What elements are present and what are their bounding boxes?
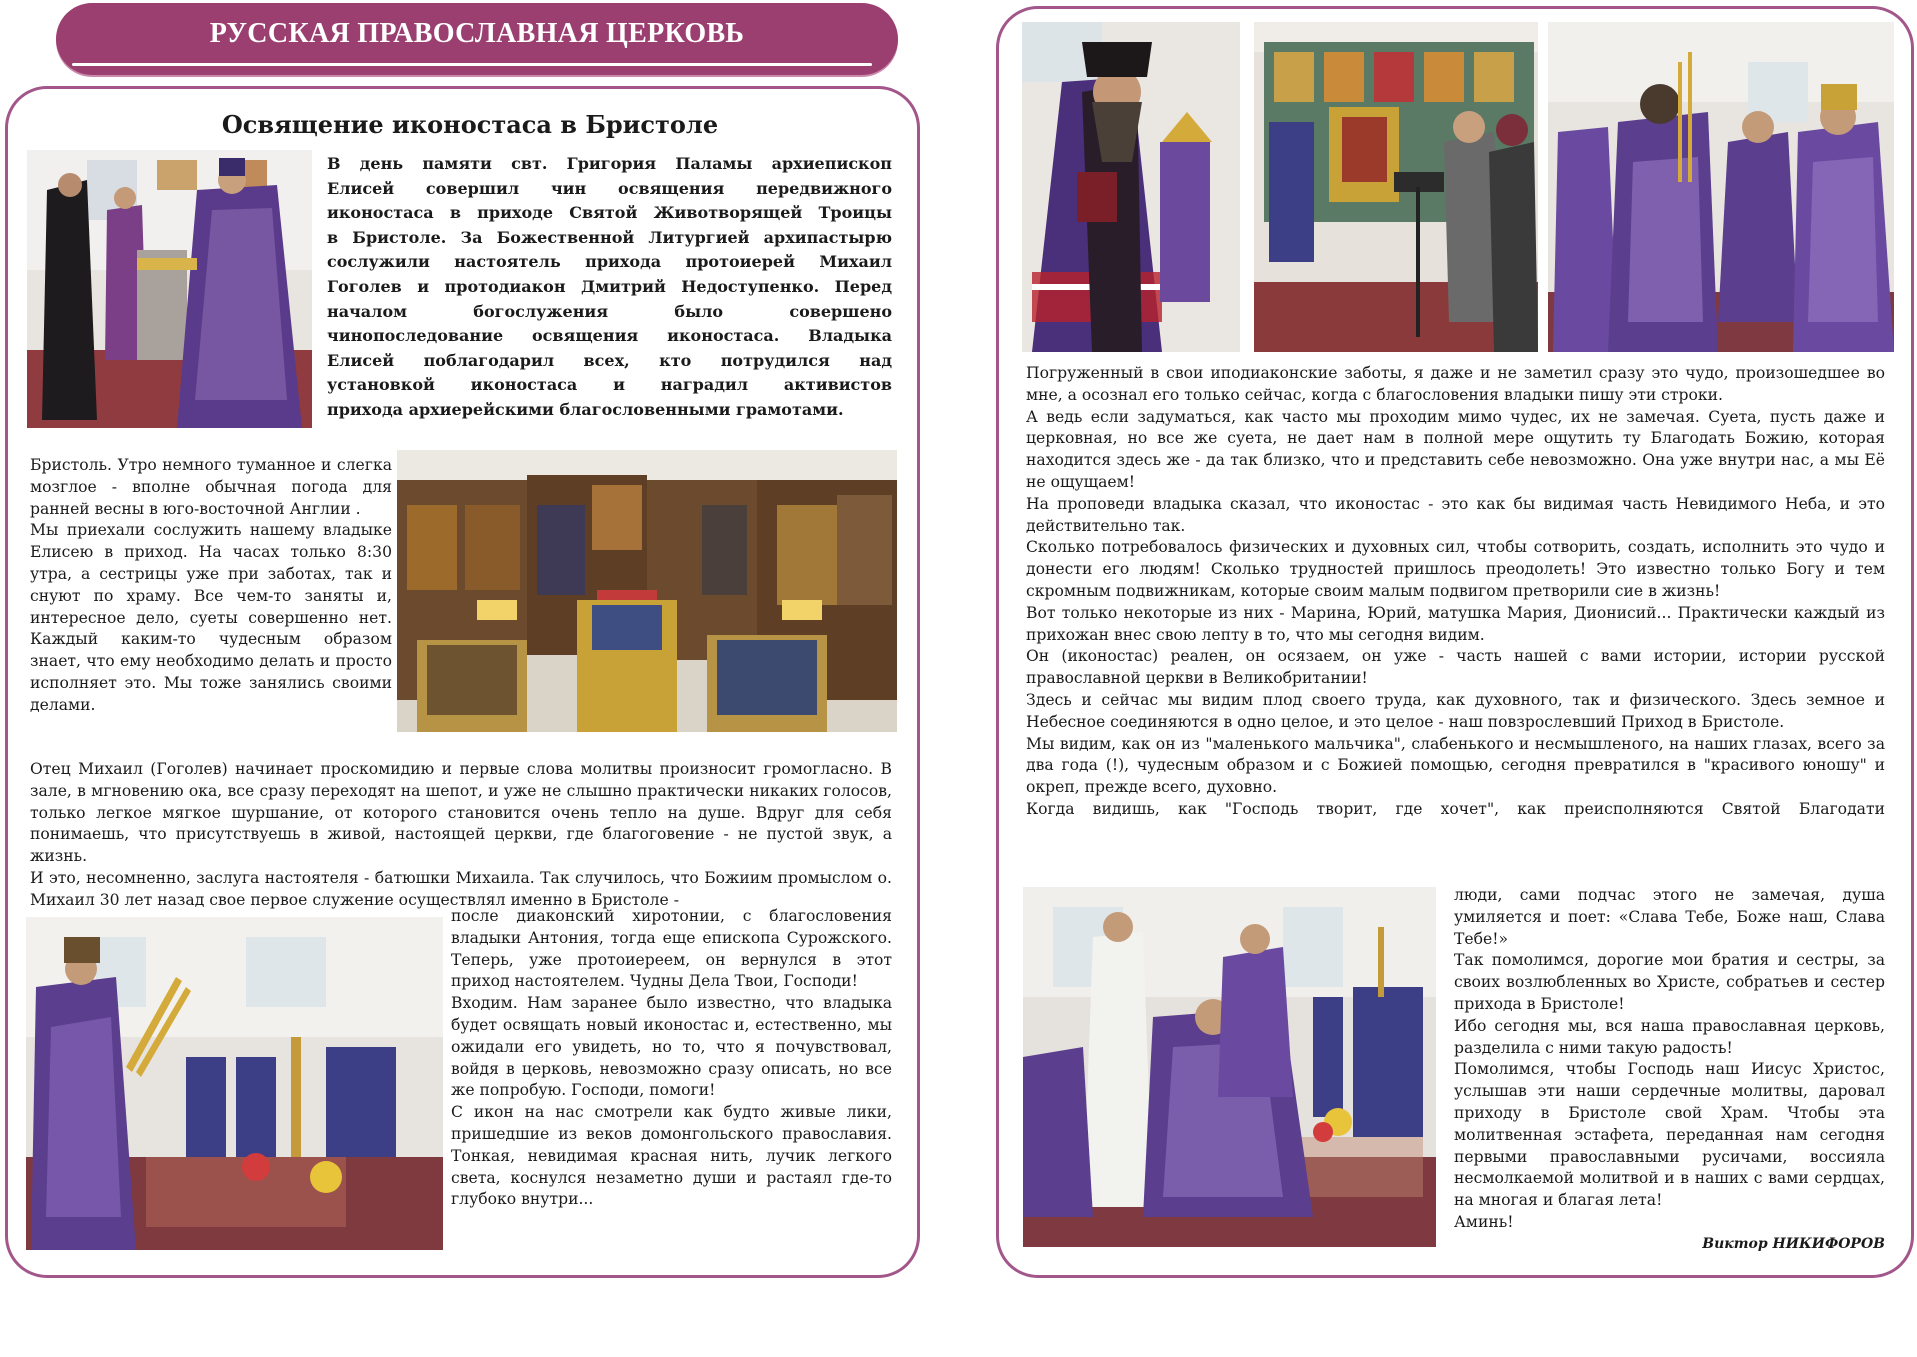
body-paragraph: С икон на нас смотрели как будто живые лики, пришедшие из веков домонгольского православия. Тонкая, невидимая красная нить, лучик легкого света, коснулся незаметно души и растаял где-то глубоко внутри...	[451, 1103, 892, 1209]
body-paragraph: Входим. Нам заранее было известно, что владыка будет освящать новый иконостас и, естественно, мы ожидали его увидеть, но то, что я почувствовал, войдя в церковь, невозможно сразу описать, но все же попробую. Господи, помоги!	[451, 994, 892, 1100]
body-paragraph: Мы видим, как он из "маленького мальчика", слабенького и несмышленого, на наших глазах, всего за два года (!), чудесным образом и с Божией помощью, сегодня превратился в "красивого юношу" и окреп, прежде всего, духовно.	[1026, 734, 1885, 797]
body-paragraph: Помолимся, чтобы Господь наш Иисус Христос, услышав эти наши сердечные молитвы, даровал приходу в Бристоле свой Храм. Чтобы эта молитвенная эстафета, переданная нам сегодня первыми православными русичами, воссияла несмолкаемой молитвой и в наших с вами сердцах, на многая и благая лета!	[1454, 1060, 1885, 1210]
body-paragraph: Бристоль. Утро немного туманное и слегка мозглое - вполне обычная погода для ранней весны в юго-восточной Англии .	[30, 456, 392, 518]
body-paragraph: Здесь и сейчас мы видим плод своего труда, как духовного, так и физического. Здесь земное и Небесное соединяются в одно целое, и это целое - наш повзрослевший Приход в Бристоле.	[1026, 690, 1885, 731]
banner-underline	[72, 63, 872, 66]
body-paragraph: Ибо сегодня мы, вся наша православная церковь, разделила с ними такую радость!	[1454, 1016, 1885, 1057]
body-paragraph: Отец Михаил (Гоголев) начинает проскомидию и первые слова молитвы произносит громогласно. В зале, в мгновению ока, все сразу переходят на шепот, и уже не слышно практически никаких голосов, только легкое мягкое шуршание, от которого становится очень тепло на душе. Вдруг для себя понимаешь, что присутствуешь в живой, настоящей церкви, где благоговение - не пустой звук, а жизнь.	[30, 760, 892, 866]
body-paragraph: Он (иконостас) реален, он осязаем, он уже - часть нашей с вами истории, истории русской православной церкви в Великобритании!	[1026, 647, 1885, 688]
body-paragraph: И это, несомненно, заслуга настоятеля - батюшки Михаила. Так случилось, что Божиим промыслом о. Михаил 30 лет назад свое первое служение осуществлял именно в Бристоле -	[30, 868, 892, 909]
photo-choir-singers	[1254, 22, 1538, 352]
lead-line: началом богослужения было совершено	[327, 301, 892, 321]
article-title: Освящение иконостаса в Бристоле	[221, 110, 719, 139]
body-paragraph: Когда видишь, как "Господь творит, где хочет", как преисполняются Святой Благодати	[1026, 799, 1885, 818]
body-paragraph: Сколько потребовалось физических и духовных сил, чтобы сотворить, создать, исполнить это чудо и донести его людям! Сколько трудностей пришлось преодолеть! Это известно только Богу и тем скромным подвижникам, которые своим малым подвигом претворили сие в жизнь!	[1026, 538, 1885, 600]
lead-line: В день памяти свт. Григория Паламы архиепископ	[327, 154, 892, 173]
lead-line: сослужили настоятель прихода протоиерей Михаил	[327, 252, 892, 272]
body-paragraph: Вот только некоторые из них - Марина, Юрий, матушка Мария, Дионисий... Практически каждый из прихожан внес свою лепту в то, что мы сегодня видим.	[1026, 603, 1885, 644]
right-body	[1026, 363, 1885, 821]
lead-line: чинопоследование освящения иконостаса. Владыка	[327, 326, 892, 346]
article-title-wrap	[40, 110, 900, 139]
right-column-text	[1454, 885, 1885, 1234]
banner-title: РУССКАЯ ПРАВОСЛАВНАЯ ЦЕРКОВЬ	[209, 18, 745, 49]
body-paragraph: Погруженный в свои иподиаконские заботы, я даже и не заметил сразу это чудо, произошедшее во мне, а осознал его только сейчас, когда с благословения владыки пишу эти строки.	[1026, 364, 1885, 404]
body-paragraph: Так помолимся, дорогие мои братия и сестры, за своих возлюбленных во Христе, собратьев и сестер прихода в Бристоле!	[1454, 951, 1885, 1013]
body-paragraph: На проповеди владыка сказал, что иконостас - это как бы видимая часть Невидимого Неба, и это действительно так.	[1026, 494, 1885, 535]
body-full-width	[30, 759, 892, 912]
body-paragraph: А ведь если задуматься, как часто мы проходим мимо чудес, их не замечая. Суета, пусть даже и церковная, но все же суета, не дает нам в полной мере ощутить ту Благодать Божию, которая находится здесь же - да так близко, что и представить себе невозможно. Она уже внутри нас, а мы Её не ощущаем!	[1026, 407, 1885, 491]
body-paragraph: Аминь!	[1454, 1212, 1514, 1231]
lead-line: Гоголев и протодиакон Дмитрий Недоступенко. Перед	[327, 276, 892, 296]
lead-line: в Бристоле. За Божественной Литургией архипастырю	[327, 227, 892, 247]
photo-archbishop-portrait	[1022, 22, 1240, 352]
body-column-1	[30, 455, 392, 717]
photo-iconostasis	[397, 450, 897, 732]
lead-line: иконостаса в приходе Святой Животворящей Троицы	[327, 203, 892, 223]
photo-kneeling-clergy	[1023, 887, 1436, 1247]
lead-line: Елисей поблагодарил всех, кто потрудился над	[327, 350, 892, 370]
lead-line: прихода архиерейскими благословенными грамотами.	[327, 399, 844, 419]
lead-line: Елисей совершил чин освящения передвижного	[327, 178, 892, 198]
lead-paragraph	[327, 152, 892, 423]
photo-archbishop-candles	[26, 917, 443, 1250]
photo-clergy-procession	[1548, 22, 1894, 352]
body-paragraph: Мы приехали сослужить нашему владыке Елисею в приход. На часах только 8:30 утра, а сестрицы уже при заботах, так и снуют по храму. Все чем-то заняты и, интересное дело, суеты совершенно нет. Каждый каким-то чудесным образом знает, что ему необходимо делать и просто исполняет это. Мы тоже занялись своими делами.	[30, 521, 392, 714]
lead-line: установкой иконостаса и наградил активистов	[327, 375, 892, 395]
author-signature: Виктор НИКИФОРОВ	[1702, 1236, 1885, 1252]
photo-archbishop-award	[27, 150, 312, 428]
body-paragraph: после диаконский хиротонии, с благословения владыки Антония, тогда еще епископа Сурожского. Теперь, уже протоиереем, он вернулся в этот приход настоятелем. Чудны Дела Твои, Господи!	[451, 907, 892, 991]
body-column-2	[451, 906, 892, 1211]
body-paragraph: люди, сами подчас этого не замечая, душа умиляется и поет: «Слава Тебе, Боже наш, Слава Тебе!»	[1454, 886, 1885, 948]
